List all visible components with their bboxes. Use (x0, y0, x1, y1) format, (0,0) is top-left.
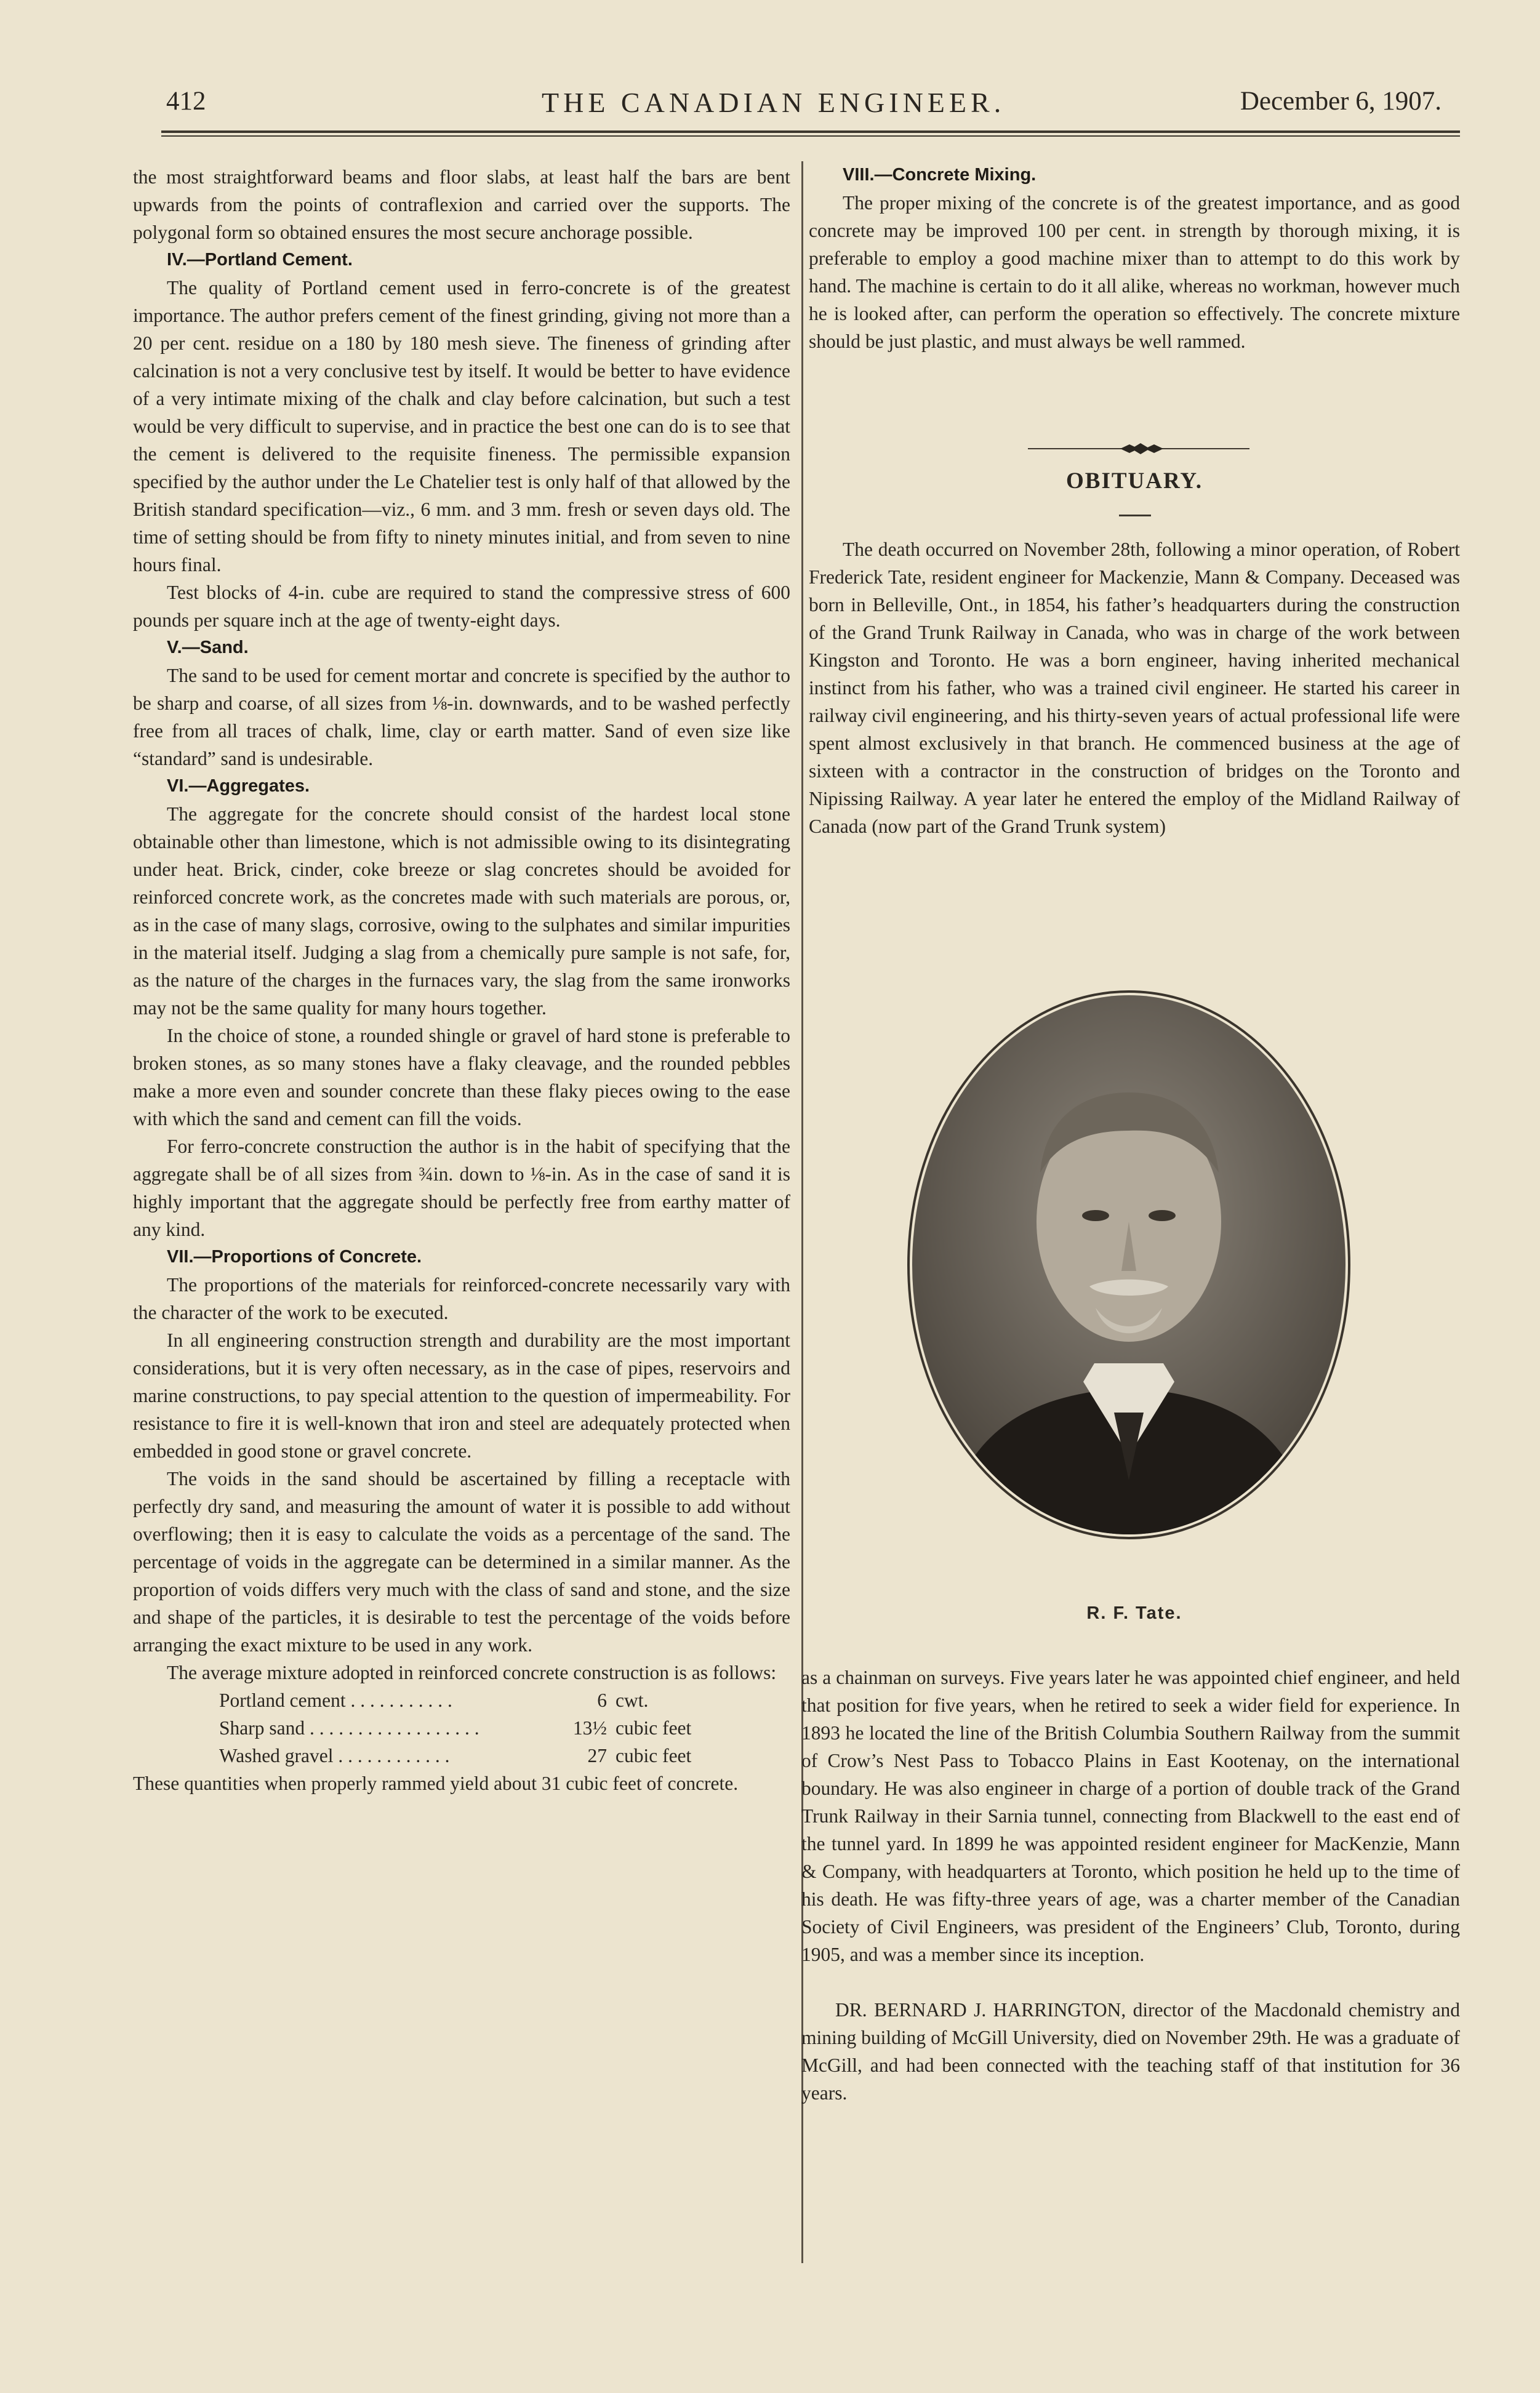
paragraph: For ferro-concrete construction the author is in the habit of specifying that the aggregate shall be of all sizes from ¾in. down to ⅛-in. As in the case of sand it is highly important that the aggregate should be perfectly free from earthy matter of any kind. (133, 1136, 790, 1240)
paragraph: The sand to be used for cement mortar and concrete is specified by the author to be sharp and coarse, of all sizes from ⅛-in. downwards, and to be washed perfectly free from all traces of chalk, lime, clay or earth matter. Sand of even size like “standard” sand is undesirable. (133, 665, 790, 769)
left-column (133, 163, 790, 1797)
mixture-row (219, 1686, 724, 1714)
paragraph: The aggregate for the concrete should consist of the hardest local stone obtainable other than limestone, which is not admissible owing to its disintegrating under heat. Brick, cinder, coke breeze or slag concretes should be avoided for reinforced concrete work, as the concretes made with such materials are porous, or, as in the case of many slags, corrosive, owing to the sulphates and similar impurities in the material itself. Judging a slag from a chemically pure sample is not safe, for, as the nature of the charges in the furnaces vary, the slag from the same ironworks may not be the same quality for many hours together. (133, 803, 790, 1019)
paragraph: These quantities when properly rammed yield about 31 cubic feet of concrete. (133, 1773, 739, 1794)
mixture-unit: cwt. (616, 1690, 649, 1711)
section-heading: VII.—Proportions of Concrete. (167, 1247, 422, 1267)
page-number: 412 (166, 87, 206, 116)
paragraph: The quality of Portland cement used in ferro-concrete is of the greatest importance. The author prefers cement of the finest grinding, giving not more than a 20 per cent. residue on a 180 by 180 mesh sieve. The fineness of grinding after calcination is not a very conclusive test by itself. It would be better to have evidence of a very intimate mixing of the chalk and clay before calcination, but such a test would be very difficult to supervise, and in practice the best one can do is to see that the cement is delivered to the requisite fineness. The permissible expansion specified by the author under the Le Chatelier test is only half of that allowed by the British standard specification—viz., 6 mm. and 3 mm. fresh or seven days old. The time of setting should be from fifty to ninety minutes initial, and from seven to nine hours final. (133, 277, 790, 575)
mixture-quantity: 13½ (572, 1717, 607, 1739)
paragraph: The voids in the sand should be ascertained by filling a receptacle with perfectly dry sand, and measuring the amount of water it is possible to add without overflowing; then it is easy to calculate the voids as a percentage of the sand. The percentage of voids in the aggregate can be determined in a similar manner. As the proportion of voids differs very much with the class of sand and stone, and the size and shape of the particles, it is desirable to test the percentage of the voids before arranging the exact mixture to be used in any work. (133, 1468, 790, 1656)
paragraph-gap (801, 1968, 1460, 1996)
mixture-quantity: 27 (587, 1745, 607, 1766)
paragraph: as a chainman on surveys. Five years later he was appointed chief engineer, and held that position for five years, when he retired to seek a wider field for experience. In 1893 he located the line of the British Columbia Southern Railway from the summit of Crow’s Nest Pass to Tobacco Plains in East Kootenay, on the international boundary. He was also engineer in charge of a portion of double track of the Grand Trunk Railway in their Sarnia tunnel, connecting from Blackwell to the east end of the tunnel yard. In 1899 he was appointed resident engineer for MacKenzie, Mann & Company, with headquarters at Toronto, which position he held up to the time of his death. He was fifty-three years of age, was a charter member of the Canadian Society of Civil Engineers, was president of the Engineers’ Club, Toronto, during 1905, and was a member since its inception. (801, 1667, 1460, 1965)
section-heading: VI.—Aggregates. (167, 776, 310, 796)
paragraph: DR. BERNARD J. HARRINGTON, director of the Macdonald chemistry and mining building of McGill University, died on November 29th. He was a graduate of McGill, and had been connected with the teaching staff of that institution for 36 years. (801, 1999, 1460, 2104)
section-heading: V.—Sand. (167, 638, 249, 657)
issue-date: December 6, 1907. (1240, 87, 1442, 116)
right-column-bottom (801, 1664, 1460, 2107)
portrait-image (905, 988, 1353, 1542)
right-column-top (809, 161, 1460, 355)
paragraph: Test blocks of 4-in. cube are required to stand the compressive stress of 600 pounds per square inch at the age of twenty-eight days. (133, 582, 790, 631)
paragraph: The average mixture adopted in reinforced concrete construction is as follows: (167, 1662, 777, 1683)
paragraph: In all engineering construction strength and durability are the most important considerations, but it is very often necessary, as in the case of pipes, reservoirs and marine constructions, to pay special attention to the question of impermeability. For resistance to fire it is well-known that iron and steel are adequately protected when embedded in good stone or gravel concrete. (133, 1329, 790, 1462)
mixture-label: Portland cement . . . . . . . . . . . (219, 1690, 452, 1711)
section-heading: VIII.—Concrete Mixing. (843, 165, 1037, 185)
ornament-divider (1028, 439, 1249, 458)
mixture-unit: cubic feet (616, 1717, 692, 1739)
journal-title: THE CANADIAN ENGINEER. (542, 87, 1006, 118)
obituary-text-top (809, 535, 1460, 840)
paragraph: The death occurred on November 28th, following a minor operation, of Robert Frederick Tate, resident engineer for Mackenzie, Mann & Company. Deceased was born in Belleville, Ont., in 1854, his father’s headquarters during the construction of the Grand Trunk Railway in Canada, who was in charge of the work between Kingston and Toronto. He was a born engineer, having inherited mechanical instinct from his father, who was a trained civil engineer. He started his career in railway civil engineering, and his thirty-seven years of actual professional life were spent almost exclusively in that branch. He commenced business at the age of sixteen with a contractor in the construction of bridges on the Toronto and Nipissing Railway. A year later he entered the employ of the Midland Railway of Canada (now part of the Grand Trunk system) (809, 539, 1460, 837)
short-rule (1119, 515, 1151, 516)
mixture-row (219, 1714, 724, 1742)
section-heading: IV.—Portland Cement. (167, 250, 353, 270)
mixture-unit: cubic feet (616, 1745, 692, 1766)
paragraph: the most straightforward beams and floor slabs, at least half the bars are bent upwards from the points of contraflexion and carried over the supports. The polygonal form so obtained ensures the most secure anchorage possible. (133, 166, 790, 243)
mixture-label: Washed gravel . . . . . . . . . . . . (219, 1745, 450, 1766)
mixture-label: Sharp sand . . . . . . . . . . . . . . . . . . (219, 1717, 479, 1739)
mixture-quantity: 6 (597, 1690, 607, 1711)
paragraph: In the choice of stone, a rounded shingle or gravel of hard stone is preferable to broken stones, as so many stones have a flaky cleavage, and the rounded pebbles make a more even and sounder concrete than these flaky pieces owing to the ease with which the sand and cement can fill the voids. (133, 1025, 790, 1129)
paragraph: The proportions of the materials for reinforced-concrete necessarily vary with the character of the work to be executed. (133, 1274, 790, 1323)
mixture-table (219, 1686, 724, 1770)
paragraph: The proper mixing of the concrete is of the greatest importance, and as good concrete may be improved 100 per cent. in strength by thorough mixing, it is preferable to employ a good machine mixer than to attempt to do this work by hand. The machine is certain to do it all alike, whereas no workman, however much he is looked after, can perform the operation so effectively. The concrete mixture should be just plastic, and must always be well rammed. (809, 192, 1460, 352)
header-rule-thick (161, 130, 1460, 133)
mixture-row (219, 1742, 724, 1770)
obituary-heading: OBITUARY. (1066, 468, 1203, 494)
portrait-caption: R. F. Tate. (1086, 1603, 1182, 1623)
header-rule-thin (161, 135, 1460, 137)
running-header (166, 86, 1442, 123)
